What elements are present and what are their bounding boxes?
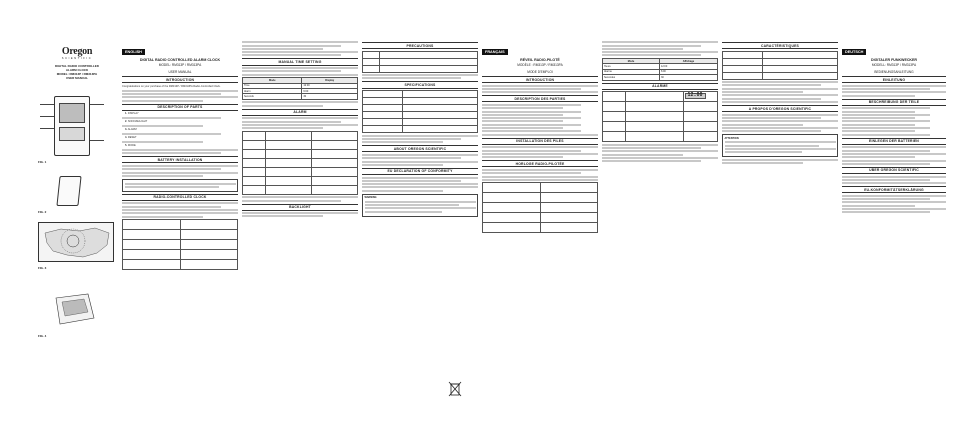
- cover-model: MODEL: RM313P / RM313PA: [56, 72, 98, 76]
- part-item: 3. ALARM: [125, 128, 137, 132]
- section-battery: BATTERY INSTALLATION: [122, 156, 238, 163]
- table-row: Secondes 30: [603, 75, 718, 80]
- french-column-1: [482, 0, 598, 429]
- section-fr-desc: DESCRIPTION DES PARTIES: [482, 95, 598, 102]
- fr-warning-box: ATTENTION: [722, 134, 838, 157]
- section-fr-specs: CARACTÉRISTIQUES: [722, 42, 838, 49]
- english-model: MODEL: RM313P / RM313PA: [158, 63, 202, 67]
- clock-3d-icon: [48, 290, 98, 330]
- fr-alarm-table: [602, 91, 718, 142]
- table-row: Alarm 6:00: [243, 89, 358, 94]
- section-manual-setting: MANUAL TIME SETTING: [242, 58, 358, 65]
- german-column: [842, 0, 946, 429]
- section-about: ABOUT OREGON SCIENTIFIC: [362, 145, 478, 152]
- map-outline-icon: [39, 223, 115, 263]
- section-fr-alarm: ALARME: [602, 83, 718, 90]
- cover-column: [34, 0, 120, 429]
- fig2-label: FIG. 2: [38, 210, 47, 214]
- clock-lcd-lower: [59, 127, 85, 141]
- english-column-3: [362, 0, 478, 429]
- section-fr-intro: INTRODUCTION: [482, 76, 598, 83]
- french-column-3: [722, 0, 838, 429]
- french-manual: MODE D'EMPLOI: [527, 69, 553, 74]
- specs-table: [362, 90, 478, 133]
- german-title: DIGITALER FUNKWECKER: [870, 58, 918, 62]
- section-introduction: INTRODUCTION: [122, 76, 238, 83]
- french-title: RÉVEIL RADIO-PILOTÉ: [520, 58, 560, 62]
- english-manual: USER MANUAL: [168, 69, 192, 74]
- part-item: 5. MODE: [125, 144, 136, 148]
- brand-subtitle: SCIENTIFIC: [61, 57, 93, 60]
- section-de-battery: EINLEGEN DER BATTERIEN: [842, 138, 946, 145]
- german-manual: BEDIENUNGSANLEITUNG: [874, 69, 914, 74]
- signal-table: [122, 219, 238, 270]
- section-alarm: ALARM: [242, 109, 358, 116]
- cover-manual: USER MANUAL: [65, 76, 89, 80]
- table-row: Heure 12:00: [603, 64, 718, 69]
- cover-title-2: ALARM CLOCK: [65, 68, 89, 72]
- section-de-desc: BESCHREIBUNG DER TEILE: [842, 99, 946, 106]
- english-title: DIGITAL RADIO CONTROLLED ALARM CLOCK: [139, 58, 221, 62]
- french-model: MODÈLE : RM313P / RM313PA: [517, 63, 563, 67]
- lcd-display: 12:00: [685, 93, 706, 99]
- german-model: MODELL: RM313P / RM313PA: [871, 63, 917, 67]
- fr-specs-table: [722, 51, 838, 80]
- fig4-label: FIG. 4: [38, 334, 47, 338]
- section-radio: RADIO-CONTROLLED CLOCK: [122, 194, 238, 201]
- intro-text: Congratulations on your purchase of the RM313P / RM313PA Radio-Controlled Clock.: [122, 84, 221, 88]
- fig3-label: FIG. 3: [38, 266, 47, 270]
- section-de-eu: EU-KONFORMITÄTSERKLÄRUNG: [842, 186, 946, 193]
- fr-signal-table: [482, 182, 598, 233]
- fr-mode-table: Mode Affichage Heure 12:00 Alarme 6:00 Secondes 30: [602, 58, 718, 81]
- part-item: 2. SNOOZE/LIGHT: [125, 120, 148, 124]
- section-eu: EU DECLARATION OF CONFORMITY: [362, 168, 478, 175]
- table-row: Alarme 6:00: [603, 69, 718, 74]
- cover-title-1: DIGITAL RADIO CONTROLLED: [55, 64, 99, 68]
- section-de-about: ÜBER OREGON SCIENTIFIC: [842, 167, 946, 174]
- french-column-2: [602, 0, 718, 429]
- clock-lcd-screen: [59, 103, 85, 123]
- battery-note-box: [122, 179, 238, 192]
- section-description: DESCRIPTION OF PARTS: [122, 104, 238, 111]
- lang-tab-german: DEUTSCH: [842, 49, 866, 55]
- clock-stand-figure: [56, 176, 81, 206]
- english-column-2: [242, 0, 358, 429]
- clock-perspective-figure: [48, 290, 98, 330]
- clock-front-figure: [54, 96, 90, 156]
- section-fr-radio: HORLOGE RADIO-PILOTÉE: [482, 160, 598, 167]
- mode-table: Mode Display Time 12:00 Alarm 6:00 Seconds 30: [242, 77, 358, 100]
- part-item: 1. DISPLAY: [125, 112, 139, 116]
- table-row: Time 12:00: [243, 83, 358, 88]
- fig1-label: FIG. 1: [38, 160, 47, 164]
- section-precautions: PRECAUTIONS: [362, 42, 478, 49]
- section-backlight: BACKLIGHT: [242, 204, 358, 211]
- section-specs: SPECIFICATIONS: [362, 81, 478, 88]
- part-item: 4. RESET: [125, 136, 137, 140]
- english-column-1: [122, 0, 238, 429]
- recycle-bin-icon: [448, 381, 462, 397]
- lang-tab-french: FRANÇAIS: [482, 49, 508, 55]
- section-de-intro: EINLEITUNG: [842, 76, 946, 83]
- section-fr-about: A PROPOS D'OREGON SCIENTIFIC: [722, 105, 838, 112]
- brand-logo: Oregon: [61, 46, 93, 57]
- section-fr-battery: INSTALLATION DES PILES: [482, 138, 598, 145]
- alarm-table: [242, 131, 358, 195]
- precaution-table: [362, 51, 478, 73]
- reception-map-figure: [38, 222, 114, 262]
- table-row: Seconds 30: [243, 94, 358, 99]
- lang-tab-english: ENGLISH: [122, 49, 145, 55]
- warning-box: WARNING: [362, 194, 478, 217]
